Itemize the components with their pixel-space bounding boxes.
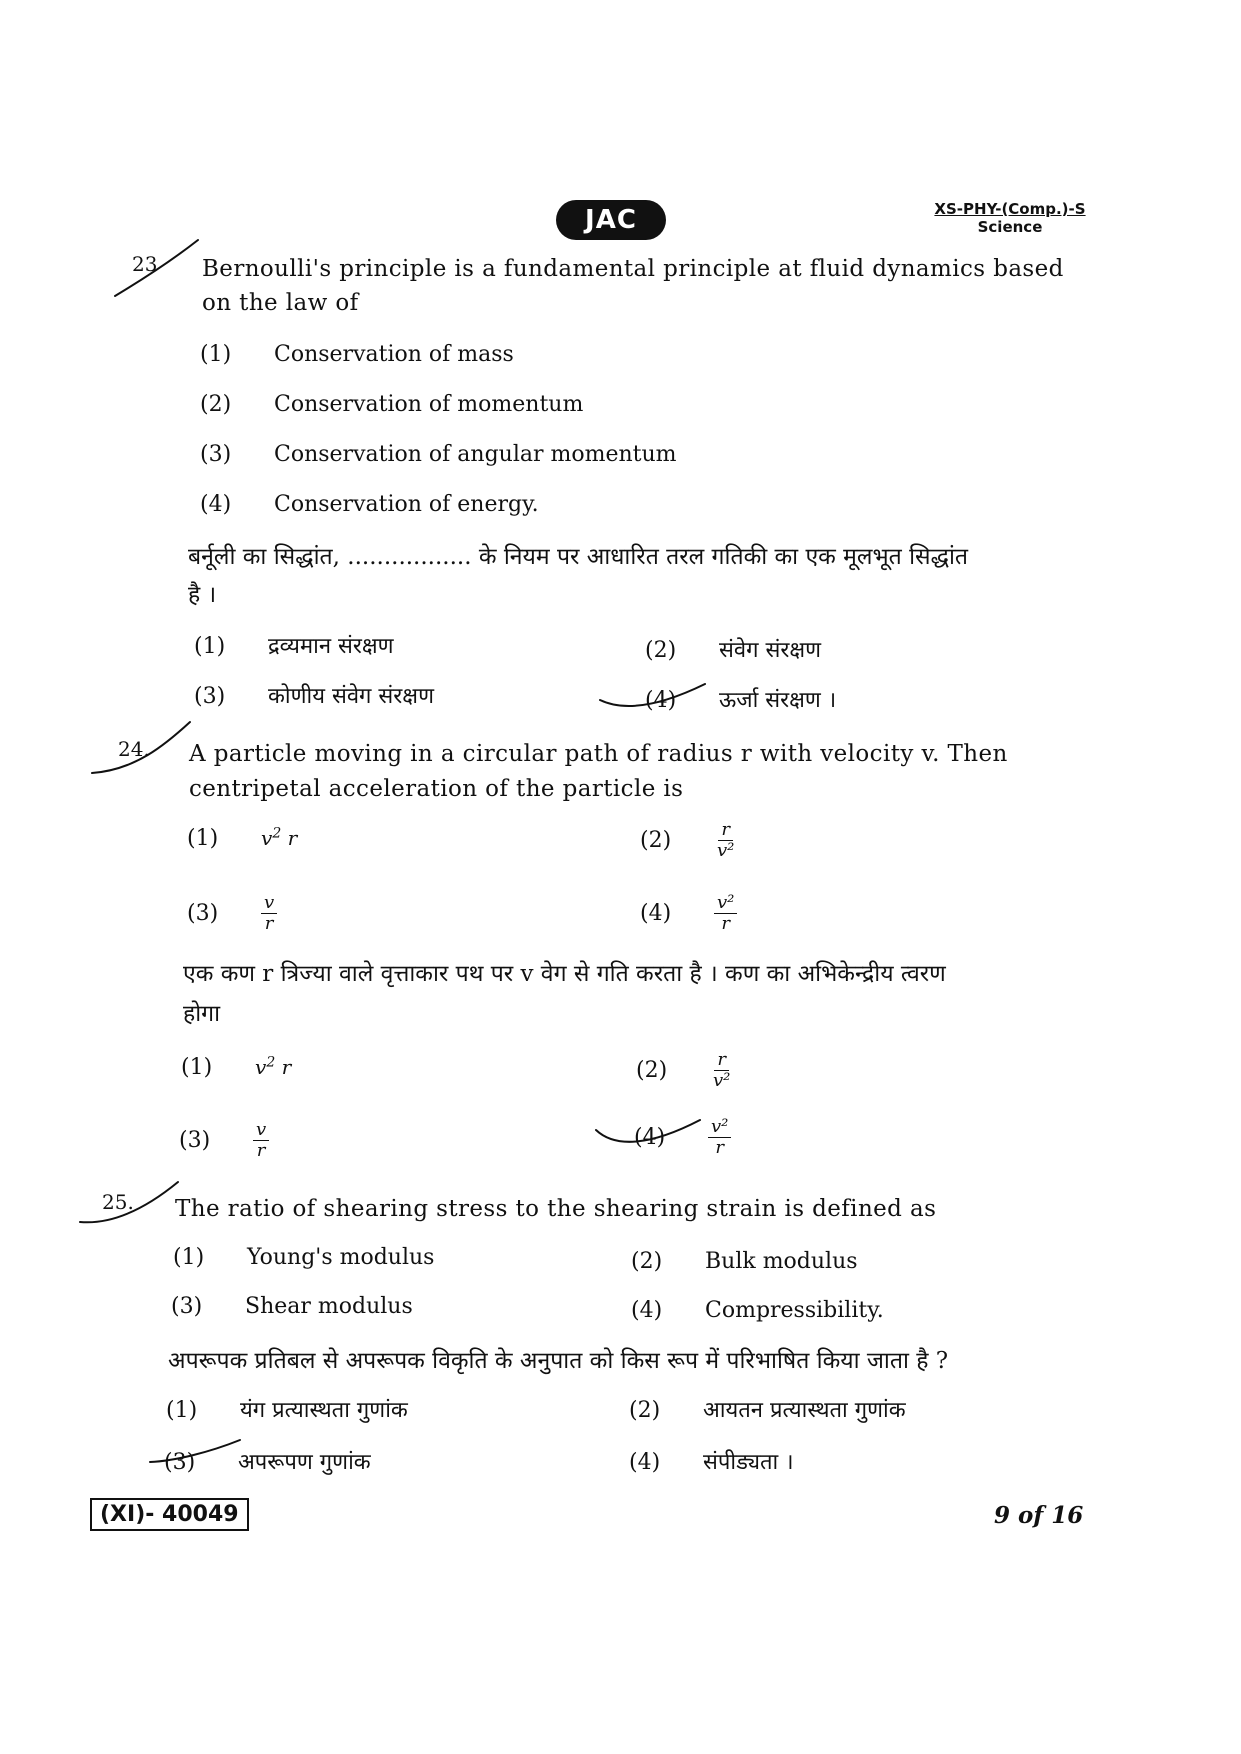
numerator: v² — [708, 1117, 731, 1138]
option-number: (1) — [187, 825, 219, 851]
option-number: (2) — [629, 1398, 661, 1423]
option-number: (1) — [173, 1245, 205, 1270]
option-number: (2) — [640, 827, 672, 853]
q25-tick-mark — [80, 1182, 178, 1222]
option-number: (3) — [179, 1127, 211, 1153]
q23-hindi-line2: है । — [188, 582, 217, 608]
option-number: (3) — [200, 442, 232, 467]
option-text: Compressibility. — [705, 1298, 884, 1323]
numerator: r — [714, 1050, 729, 1071]
option-number: (1) — [166, 1398, 198, 1423]
option-number: (4) — [640, 900, 672, 926]
denominator: r — [256, 1140, 266, 1161]
q25-answer-strike — [150, 1440, 240, 1462]
option-text: यंग प्रत्यास्थता गुणांक — [240, 1398, 408, 1423]
option-number: (3) — [164, 1450, 196, 1475]
option-number: (3) — [171, 1294, 203, 1319]
numerator: v — [253, 1120, 269, 1141]
q23-text-line2: on the law of — [202, 290, 359, 316]
option-text: Bulk modulus — [705, 1249, 858, 1274]
option-number: (4) — [645, 688, 677, 713]
option-text: Young's modulus — [247, 1245, 435, 1270]
option-number: (2) — [631, 1249, 663, 1274]
q24-text-line2: centripetal acceleration of the particle is — [189, 776, 684, 802]
option-text: Conservation of momentum — [274, 392, 584, 417]
q23-text-line1: Bernoulli's principle is a fundamental principle at fluid dynamics based — [202, 256, 1064, 282]
q23-tick-mark — [115, 240, 198, 296]
option-text: Conservation of mass — [274, 342, 514, 367]
option-number: (3) — [187, 900, 219, 926]
option-number: (1) — [200, 342, 232, 367]
option-number: (4) — [200, 492, 232, 517]
q24-answer-tick — [596, 1120, 700, 1142]
option-text: द्रव्यमान संरक्षण — [268, 634, 394, 659]
q24-number: 24. — [118, 737, 150, 761]
denominator: v² — [717, 840, 735, 861]
page-number: 9 of 16 — [994, 1502, 1084, 1529]
q23-answer-tick — [600, 684, 705, 706]
option-expression: $v^2$ r — [255, 1054, 292, 1079]
option-text: Conservation of angular momentum — [274, 442, 677, 467]
exam-code-box: (XI)- 40049 — [90, 1498, 249, 1531]
q24-hindi-line2: होगा — [183, 1001, 221, 1027]
numerator: v — [261, 893, 277, 914]
numerator: v² — [714, 893, 737, 914]
q23-hindi-line1: बर्नूली का सिद्धांत, ................. के नियम पर आधारित तरल गतिकी का एक मूलभूत सिद्धांत — [188, 544, 969, 570]
option-number: (4) — [629, 1450, 661, 1475]
option-text: संपीड्यता । — [703, 1450, 794, 1475]
numerator: r — [718, 820, 733, 841]
option-number: (1) — [194, 634, 226, 659]
q24-hindi-line1: एक कण r त्रिज्या वाले वृत्ताकार पथ पर v वेग से गति करता है । कण का अभिकेन्द्रीय त्वरण — [183, 961, 946, 987]
option-number: (3) — [194, 684, 226, 709]
option-text: संवेग संरक्षण — [719, 638, 822, 663]
denominator: r — [715, 1137, 724, 1158]
q24-text-line1: A particle moving in a circular path of radius r with velocity v. Then — [189, 741, 1008, 767]
option-number: (2) — [636, 1057, 668, 1083]
option-text: Shear modulus — [245, 1294, 413, 1319]
option-text: Conservation of energy. — [274, 492, 539, 517]
option-number: (2) — [645, 638, 677, 663]
option-expression: $v^2$ r — [261, 825, 298, 850]
option-number: (2) — [200, 392, 232, 417]
option-text: अपरूपण गुणांक — [238, 1450, 371, 1475]
jac-badge: JAC — [556, 200, 666, 240]
denominator: r — [264, 913, 274, 934]
option-number: (4) — [631, 1298, 663, 1323]
paper-code-line1: XS-PHY-(Comp.)-S — [934, 200, 1086, 218]
q24-tick-mark — [92, 722, 190, 773]
option-text: ऊर्जा संरक्षण । — [719, 688, 837, 713]
q23-number: 23 — [132, 252, 158, 276]
q25-text: The ratio of shearing stress to the shearing strain is defined as — [175, 1196, 937, 1222]
denominator: v² — [713, 1070, 731, 1091]
option-text: कोणीय संवेग संरक्षण — [268, 684, 434, 709]
option-number: (1) — [181, 1054, 213, 1080]
option-number: (4) — [634, 1124, 666, 1150]
q25-hindi-text: अपरूपक प्रतिबल से अपरूपक विकृति के अनुपात को किस रूप में परिभाषित किया जाता है ? — [168, 1348, 949, 1374]
option-text: आयतन प्रत्यास्थता गुणांक — [703, 1398, 906, 1423]
q25-number: 25. — [102, 1190, 134, 1214]
paper-code-line2: Science — [977, 218, 1043, 236]
denominator: r — [721, 913, 730, 934]
